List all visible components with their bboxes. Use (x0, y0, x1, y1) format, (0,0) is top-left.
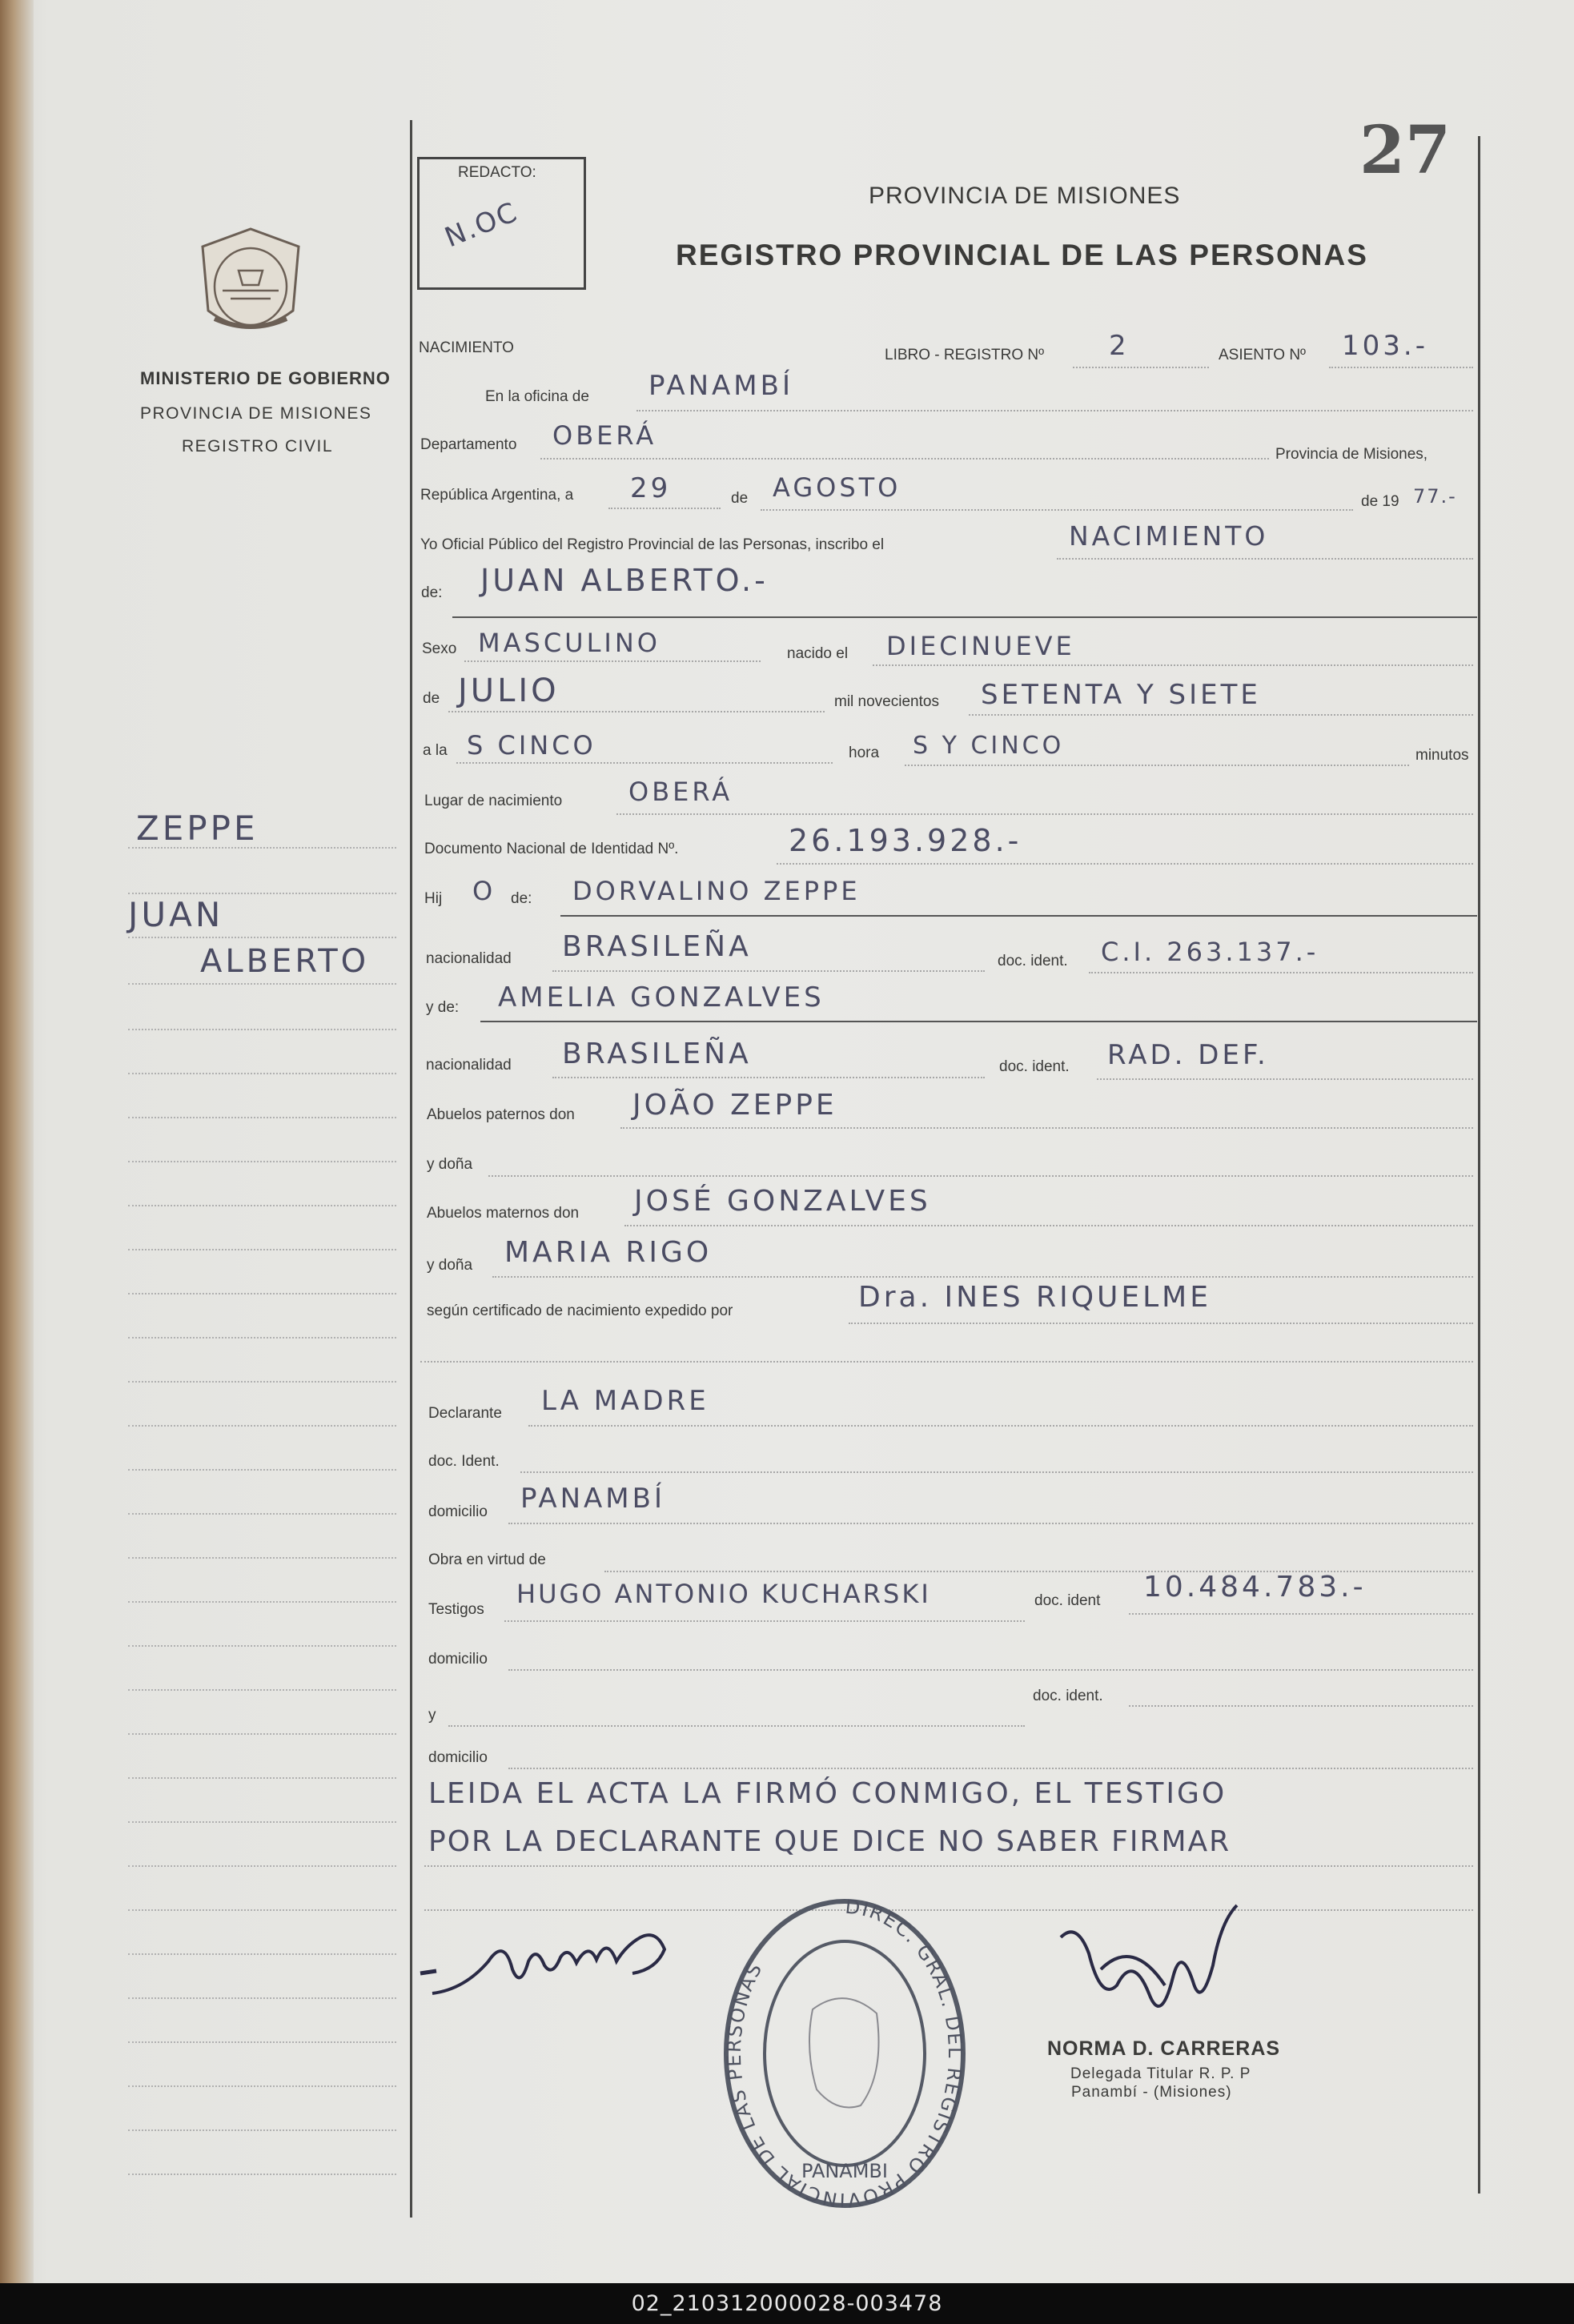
book-binding (0, 0, 34, 2283)
domicilio-3-label: domicilio (428, 1749, 488, 1766)
day-value: 29 (630, 472, 672, 504)
father-value: DORVALINO ZEPPE (572, 876, 861, 906)
image-id-footer: 02_210312000028-003478 (0, 2283, 1574, 2324)
hijo-label-a: Hij (424, 890, 443, 907)
redacto-box (417, 157, 586, 290)
dni-label: Documento Nacional de Identidad Nº. (424, 841, 679, 857)
margin-given-2: ALBERTO (200, 943, 370, 980)
obra-label: Obra en virtud de (428, 1551, 546, 1568)
nacionalidad-1-label: nacionalidad (426, 950, 512, 967)
abuelos-paternos-value: JOÃO ZEPPE (632, 1089, 837, 1122)
page-number: 27 (1359, 112, 1452, 189)
stamp-bottom-text: PANAMBI (801, 2160, 888, 2182)
de-label: de (731, 490, 749, 507)
nacido-label: nacido el (787, 645, 849, 662)
doc-ident-2-label: doc. ident. (1033, 1688, 1103, 1704)
declarant-signature (416, 1913, 681, 2009)
testigos-doc-value: 10.484.783.- (1143, 1571, 1367, 1604)
oficina-value: PANAMBÍ (648, 370, 793, 402)
ministry-line-2: PROVINCIA DE MISIONES (140, 404, 372, 423)
nacionalidad-1-value: BRASILEÑA (562, 930, 752, 963)
doc-ident-label: doc. Ident. (428, 1453, 500, 1470)
sexo-value: MASCULINO (478, 628, 661, 658)
year-prefix: de 19 (1361, 493, 1399, 510)
abuelos-maternos-value: JOSÉ GONZALVES (634, 1185, 931, 1218)
stamp-ring-text: DIREC. GRAL. DEL REGISTRO PROVINCIAL DE LAS PERSONAS (722, 1895, 966, 2210)
redacto-label: REDACTO: (458, 164, 536, 181)
province-heading: PROVINCIA DE MISIONES (869, 183, 1181, 209)
mil-value: SETENTA Y SIETE (981, 679, 1261, 711)
official-name: NORMA D. CARRERAS (1047, 2037, 1281, 2060)
doc-1-value: C.I. 263.137.- (1101, 937, 1319, 967)
minutos-label: minutos (1415, 747, 1469, 764)
libro-label: LIBRO - REGISTRO Nº (885, 347, 1045, 363)
sexo-label: Sexo (422, 640, 457, 657)
ministry-seal-icon (191, 223, 311, 347)
act-type-label: NACIMIENTO (419, 339, 514, 356)
oficial-label: Yo Oficial Público del Registro Provincial de las Personas, inscribo el (420, 536, 885, 553)
oficina-label: En la oficina de (485, 388, 589, 405)
remark-line-1: LEIDA EL ACTA LA FIRMÓ CONMIGO, EL TESTIGO (428, 1777, 1227, 1810)
doc-2-value: RAD. DEF. (1107, 1039, 1269, 1071)
domicilio-1-label: domicilio (428, 1503, 488, 1520)
oficial-value: NACIMIENTO (1069, 520, 1269, 552)
registry-heading: REGISTRO PROVINCIAL DE LAS PERSONAS (676, 239, 1368, 271)
official-title: Delegada Titular R. P. P (1070, 2065, 1251, 2082)
provincia-label: Provincia de Misiones, (1275, 446, 1428, 463)
mother-value: AMELIA GONZALVES (498, 981, 825, 1013)
de3-label: de (423, 690, 440, 707)
declarante-label: Declarante (428, 1405, 502, 1422)
testigos-label: Testigos (428, 1601, 484, 1618)
abuelos-maternos-label: Abuelos maternos don (427, 1205, 580, 1222)
nacido-value: DIECINUEVE (886, 631, 1075, 661)
lugar-label: Lugar de nacimiento (424, 793, 563, 809)
republica-label: República Argentina, a (420, 487, 574, 504)
ministry-line-1: MINISTERIO DE GOBIERNO (140, 368, 391, 388)
nacionalidad-2-value: BRASILEÑA (562, 1038, 752, 1070)
yde-label: y de: (426, 999, 460, 1016)
libro-value: 2 (1109, 330, 1130, 362)
y-dona-2-value: MARIA RIGO (504, 1236, 713, 1269)
domicilio-2-label: domicilio (428, 1651, 488, 1668)
year-value: 77.- (1413, 485, 1457, 508)
asiento-label: ASIENTO Nº (1219, 347, 1306, 363)
departamento-value: OBERÁ (552, 420, 657, 451)
margin-given-1: JUAN (128, 895, 224, 934)
doc-1-label: doc. ident. (998, 953, 1068, 969)
certificado-value: Dra. INES RIQUELME (858, 1281, 1211, 1314)
asiento-value: 103.- (1342, 330, 1428, 362)
domicilio-1-value: PANAMBÍ (520, 1483, 665, 1515)
lugar-value: OBERÁ (628, 777, 733, 807)
dni-value: 26.193.928.- (789, 823, 1022, 858)
testigos-doc-label: doc. ident (1034, 1592, 1101, 1609)
certificado-label: según certificado de nacimiento expedido por (427, 1302, 733, 1319)
redacto-value: N.OC (440, 195, 523, 255)
y-dona-1-label: y doña (427, 1156, 473, 1173)
birth-month-value: JULIO (458, 672, 560, 709)
de2-label: de: (421, 584, 443, 601)
declarante-value: LA MADRE (541, 1385, 709, 1417)
hora-label: hora (849, 745, 880, 761)
frame-right-line (1478, 136, 1480, 2194)
testigos-value: HUGO ANTONIO KUCHARSKI (516, 1579, 931, 1609)
official-place: Panambí - (Misiones) (1071, 2084, 1232, 2101)
ala-value: S CINCO (467, 730, 596, 761)
ala-label: a la (423, 742, 448, 759)
y-dona-2-label: y doña (427, 1257, 473, 1274)
y-label: y (428, 1707, 436, 1724)
hijo-label-b: de: (511, 890, 532, 907)
margin-surname: ZEPPE (136, 809, 259, 848)
official-stamp (717, 1889, 973, 2210)
frame-left-line (410, 120, 412, 2218)
nacionalidad-2-label: nacionalidad (426, 1057, 512, 1074)
abuelos-paternos-label: Abuelos paternos don (427, 1106, 575, 1123)
hijo-letter: O (472, 876, 496, 906)
mil-label: mil novecientos (834, 693, 939, 710)
departamento-label: Departamento (420, 436, 517, 453)
remark-line-2: POR LA DECLARANTE QUE DICE NO SABER FIRMAR (428, 1825, 1231, 1858)
official-signature (1053, 1889, 1261, 2057)
doc-2-label: doc. ident. (999, 1058, 1070, 1075)
ministry-line-3: REGISTRO CIVIL (182, 437, 334, 456)
child-name-value: JUAN ALBERTO.- (480, 563, 769, 598)
month-value: AGOSTO (773, 472, 901, 503)
hora-value: S Y CINCO (913, 732, 1065, 760)
